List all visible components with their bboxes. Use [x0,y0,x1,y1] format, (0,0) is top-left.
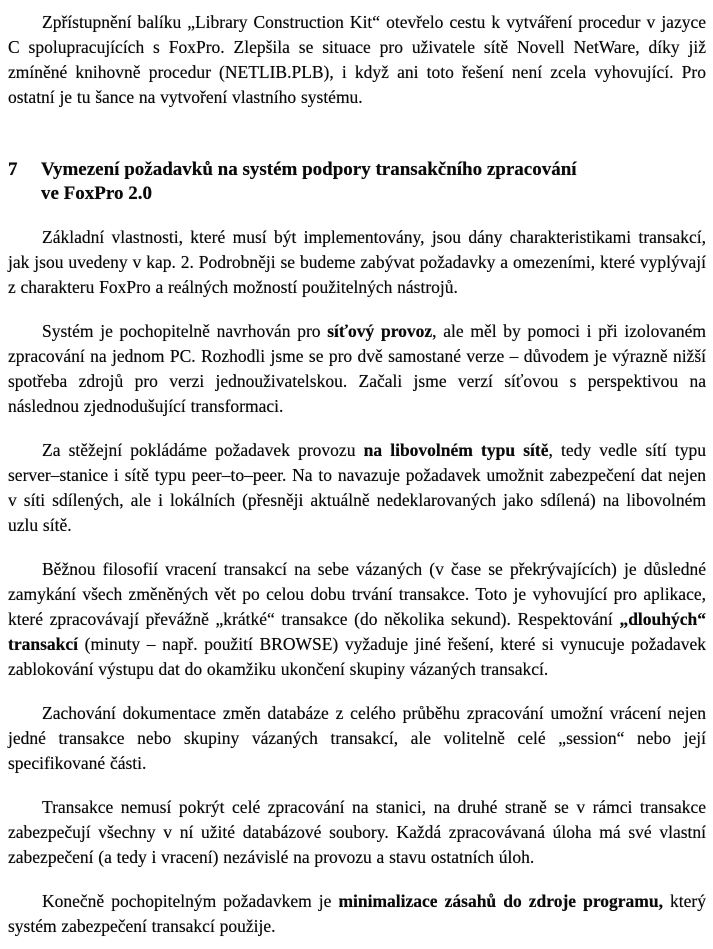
section-heading [8,158,706,206]
bold-text-segment: na libovolném typu sítě [363,440,549,460]
heading-line: Vymezení požadavků na systém podpory transakčního zpracování [41,159,577,180]
heading-line: ve FoxPro 2.0 [41,183,152,204]
text-segment: Zpřístupnění balíku „Library Construction Kit“ otevřelo cestu k vytváření procedur v jazyce C spolupracujících s FoxPro. Zlepšila se situace pro uživatele sítě Novell NetWare, díky již zmíněné knihovně procedur (NETLIB.PLB), i když ani toto řešení není zcela vyhovující. Pro ostatní je tu šance na vytvoření vlastního systému. [8,12,706,107]
paragraph [8,701,706,776]
document-body [8,10,706,939]
text-segment: Zachování dokumentace změn databáze z celého průběhu zpracování umožní vrácení nejen jedné transakce nebo skupiny vázaných transakcí, ale volitelně celé „session“ nebo její specifikované části. [8,703,706,773]
paragraph [8,889,706,939]
heading-number: 7 [8,159,18,180]
text-segment: (minuty – např. použití BROWSE) vyžaduje jiné řešení, které si vynucuje požadavek zablokování výstupu dat do okamžiku ukončení skupiny vázaných transakcí. [8,634,706,679]
heading-text [41,158,577,206]
text-segment: , ale měl by pomoci i při izolovaném zpracování na jednom PC. Rozhodli jsme se pro dvě samostané verze – důvodem je výrazně nižší spotřeba zdrojů pro verzi jednouživatelskou. Začali jsme verzí síťovou s perspektivou na následnou zjednodušující transformaci. [8,321,706,416]
text-segment: Konečně pochopitelným požadavkem je [42,891,339,911]
text-segment: , tedy vedle sítí typu server–stanice i sítě typu peer–to–peer. Na to navazuje požadavek umožnit zabezpečení dat nejen v síti sdílených, ale i lokálních (přesněji aktuálně nedeklarovaných jako sdílená) na libovolném uzlu sítě. [8,440,706,535]
bold-text-segment: síťový provoz [327,321,433,341]
paragraph [8,438,706,538]
text-segment: který systém zabezpečení transakcí použije. [8,891,706,936]
text-segment: Systém je pochopitelně navrhován pro [42,321,328,341]
paragraph [8,225,706,300]
bold-text-segment: minimalizace zásahů do zdroje programu, [338,891,663,911]
paragraph [8,10,706,110]
text-segment: Běžnou filosofií vracení transakcí na sebe vázaných (v čase se překrývajících) je důsledné zamykání všech změněných vět po celou dobu trvání transakce. Toto je vyhovující pro aplikace, které zpracovávají převážně „krátké“ transakce (do několika sekund). Respektování [8,559,706,629]
bold-text-segment: „dlouhých“ transakcí [8,609,706,654]
text-segment: Základní vlastnosti, které musí být implementovány, jsou dány charakteristikami transakcí, jak jsou uvedeny v kap. 2. Podrobněji se budeme zabývat požadavky a omezeními, které vyplývají z charakteru FoxPro a reálných možností použitelných nástrojů. [8,227,706,297]
text-segment: Transakce nemusí pokrýt celé zpracování na stanici, na druhé straně se v rámci transakce zabezpečují všechny v ní užité databázové soubory. Každá zpracovávaná úloha má své vlastní zabezpečení (a tedy i vracení) nezávislé na provozu a stavu ostatních úloh. [8,797,706,867]
paragraph [8,557,706,682]
text-segment: Za stěžejní pokládáme požadavek provozu [42,440,364,460]
paragraph [8,795,706,870]
paragraph [8,319,706,419]
